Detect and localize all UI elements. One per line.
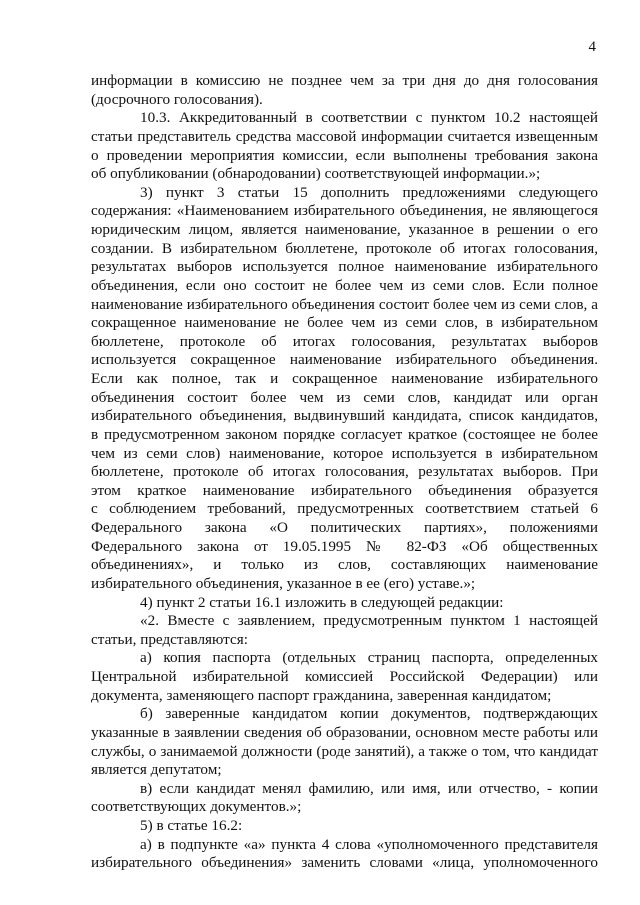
- text-line: содержания: «Наименованием избирательного объединения, не являющегося: [91, 202, 598, 220]
- text-line: документа, заменяющего паспорт гражданина, заверенная кандидатом;: [91, 686, 552, 704]
- text-line: об опубликовании (обнародовании) соответствующей информации.»;: [91, 165, 541, 183]
- text-line: объединения, если оно состоит не более чем из семи слов. Если полное: [91, 276, 598, 294]
- text-line: бюллетене, протоколе об итогах голосования, результатах выборов. При: [91, 463, 598, 481]
- text-line: объединениях», и только из слов, составляющих наименование: [91, 556, 598, 574]
- text-line: избирательного объединения» заменить словами «лица, уполномоченного: [91, 854, 598, 872]
- text-line: наименование избирательного объединения состоит более чем из семи слов, а: [91, 295, 598, 313]
- text-line: а) копия паспорта (отдельных страниц паспорта, определенных: [140, 649, 598, 667]
- text-line: статьи представитель средства массовой информации считается извещенным: [91, 127, 598, 145]
- text-line: 4) пункт 2 статьи 16.1 изложить в следующей редакции:: [140, 593, 504, 611]
- text-line: юридическим лицом, является наименование, указанное в решении о его: [91, 221, 598, 238]
- text-line: объединения состоит более чем из семи слов, кандидат или орган: [91, 388, 598, 406]
- text-line: чем из семи слов) наименование, которое используется в избирательном: [91, 444, 598, 462]
- text-line: создании. В избирательном бюллетене, протоколе об итогах голосования,: [91, 239, 598, 257]
- text-line: является депутатом;: [91, 761, 222, 779]
- text-line: в предусмотренном законом порядке согласует краткое (состоящее не более: [91, 425, 598, 443]
- text-line: статьи, представляются:: [91, 630, 248, 648]
- text-line: с соблюдением требований, предусмотренных соответствием статьей 6: [91, 500, 598, 518]
- text-line: указанные в заявлении сведения об образовании, основном месте работы или: [91, 723, 598, 741]
- text-line: «2. Вместе с заявлением, предусмотренным пунктом 1 настоящей: [140, 612, 598, 630]
- text-line: б) заверенные кандидатом копии документов, подтверждающих: [140, 705, 598, 723]
- text-line: Если как полное, так и сокращенное наименование избирательного: [91, 370, 598, 387]
- text-line: результатах выборов используется полное наименование избирательного: [91, 258, 598, 276]
- document-body: [91, 72, 598, 873]
- text-line: Федерального закона от 19.05.1995 № 82-ФЗ «Об общественных: [91, 537, 598, 555]
- text-line: 10.3. Аккредитованный в соответствии с пунктом 10.2 настоящей: [140, 109, 598, 127]
- text-line: избирательного объединения, выдвинувший кандидата, список кандидатов,: [91, 407, 598, 425]
- text-line: 3) пункт 3 статьи 15 дополнить предложениями следующего: [140, 183, 598, 201]
- text-line: а) в подпункте «а» пункта 4 слова «уполномоченного представителя: [140, 835, 598, 853]
- text-line: этом краткое наименование избирательного объединения образуется: [91, 481, 598, 499]
- text-line: Федерального закона «О политических партиях», положениями: [91, 519, 598, 536]
- text-line: (досрочного голосования).: [91, 90, 263, 108]
- text-line: сокращенное наименование не более чем из семи слов, в избирательном: [91, 314, 598, 332]
- text-line: о проведении мероприятия комиссии, если выполнены требования закона: [91, 146, 598, 164]
- text-line: Центральной избирательной комиссией Российской Федерации) или: [91, 668, 598, 685]
- text-line: бюллетене, протоколе об итогах голосования, результатах выборов: [91, 332, 598, 350]
- text-line: службы, о занимаемой должности (роде занятий), а также о том, что кандидат: [91, 742, 598, 760]
- text-line: в) если кандидат менял фамилию, или имя, или отчество, - копии: [140, 779, 598, 797]
- text-line: соответствующих документов.»;: [91, 798, 302, 816]
- text-line: информации в комиссию не позднее чем за три дня до дня голосования: [91, 72, 598, 89]
- page-number: 4: [588, 39, 596, 55]
- text-line: 5) в статье 16.2:: [140, 817, 243, 834]
- text-line: избирательного объединения, указанное в ее (его) уставе.»;: [91, 574, 476, 592]
- text-line: используется сокращенное наименование избирательного объединения.: [91, 351, 598, 369]
